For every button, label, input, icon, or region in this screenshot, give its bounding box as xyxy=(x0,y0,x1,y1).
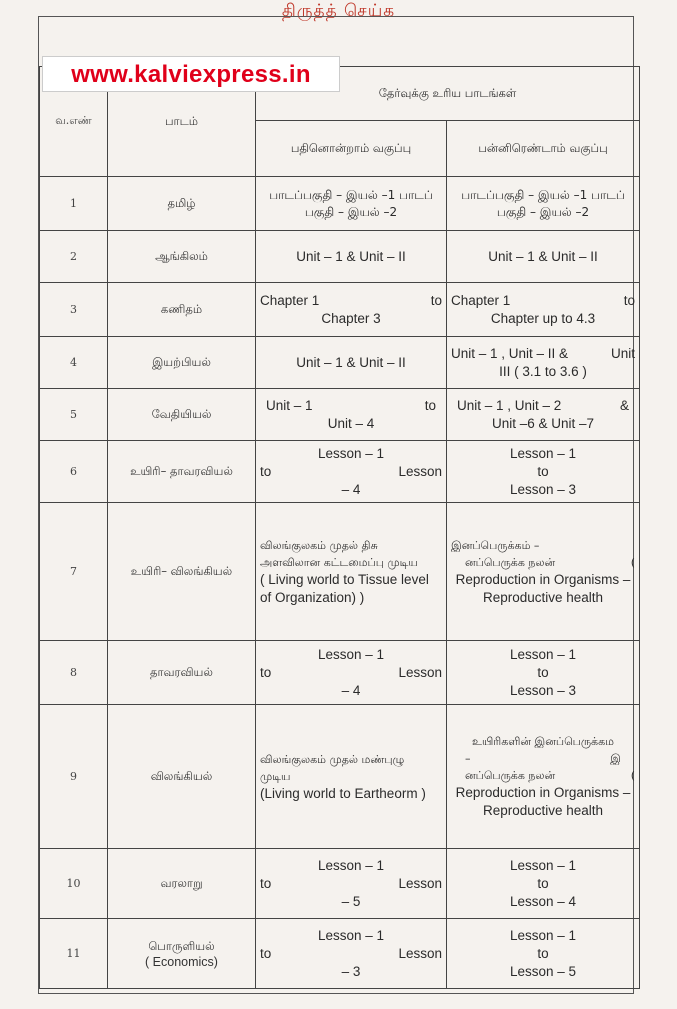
cell-text: Chapter 1 xyxy=(451,292,511,308)
cell-line xyxy=(260,292,442,310)
row-subject: ஆங்கிலம் xyxy=(108,231,256,283)
row-number: 8 xyxy=(40,641,108,705)
cell-line: – 4 xyxy=(341,682,361,698)
cell-line: Lesson – 1 xyxy=(509,445,577,461)
class-12-lessons xyxy=(447,177,640,231)
cell-line xyxy=(451,750,635,767)
page-heading: திருத்த் செய்க xyxy=(281,1,396,21)
cell-line: ( Living world to Tissue level xyxy=(260,571,429,587)
cell-line xyxy=(451,345,635,363)
cell-text: Unit – 1 , Unit – II & xyxy=(451,345,569,361)
row-subject: உயிரி– தாவரவியல் xyxy=(108,441,256,503)
class-12-lessons xyxy=(447,389,640,441)
cell-text: Lesson xyxy=(398,664,442,680)
cell-line: Reproduction in Organisms – xyxy=(455,785,631,800)
row-number: 1 xyxy=(40,177,108,231)
website-watermark: www.kalviexpress.in xyxy=(42,56,340,92)
header-subject: பாடம் xyxy=(108,67,256,177)
class-12-lessons xyxy=(447,705,640,849)
class-11-lessons xyxy=(256,441,447,503)
cell-line: Reproduction in Organisms – xyxy=(455,571,631,587)
cell-line: Unit –6 & Unit –7 xyxy=(491,415,595,431)
cell-line: உயிரிகளின் இனப்பெருக்கம xyxy=(472,735,614,748)
class-11-lessons xyxy=(256,641,447,705)
cell-line: Reproductive health xyxy=(482,589,604,605)
cell-line: Lesson – 1 xyxy=(509,857,577,873)
cell-line: Lesson – 1 xyxy=(317,445,385,461)
cell-text: to xyxy=(260,463,272,479)
row-subject: வேதியியல் xyxy=(108,389,256,441)
class-11-lessons xyxy=(256,503,447,641)
table-row xyxy=(40,231,640,283)
class-12-lessons xyxy=(447,849,640,919)
cell-text: Lesson xyxy=(398,875,442,891)
cell-text: ( xyxy=(630,769,635,782)
cell-line xyxy=(451,767,635,784)
cell-line: ( Economics) xyxy=(145,954,218,969)
class-12-lessons: Unit – 1 & Unit – II xyxy=(447,231,640,283)
header-serial-number: வ.எண் xyxy=(40,67,108,177)
cell-text: இ xyxy=(610,752,621,765)
class-11-lessons: Unit – 1 & Unit – II xyxy=(256,337,447,389)
syllabus-table xyxy=(39,66,640,989)
class-12-lessons xyxy=(447,441,640,503)
cell-line: பகுதி – இயல் –2 xyxy=(304,204,398,219)
cell-text: Unit – 1 , Unit – 2 xyxy=(457,397,562,413)
cell-line: Unit – 4 xyxy=(327,415,375,431)
cell-text: to xyxy=(260,664,272,680)
row-subject: தாவரவியல் xyxy=(108,641,256,705)
cell-line xyxy=(260,875,442,893)
cell-line: III ( 3.1 to 3.6 ) xyxy=(499,363,587,379)
cell-line xyxy=(260,463,442,481)
cell-line: to xyxy=(537,875,549,891)
table-row xyxy=(40,641,640,705)
class-11-lessons xyxy=(256,849,447,919)
cell-line xyxy=(260,664,442,682)
cell-line: இனப்பெருக்கம் – xyxy=(451,538,540,552)
cell-text: – xyxy=(465,752,471,765)
cell-line: – 5 xyxy=(341,893,361,909)
cell-text: Chapter 1 xyxy=(260,292,320,308)
cell-line: Chapter 3 xyxy=(321,310,381,326)
cell-line xyxy=(451,554,635,571)
class-11-lessons xyxy=(256,389,447,441)
cell-text: & xyxy=(619,397,629,413)
class-11-lessons: Unit – 1 & Unit – II xyxy=(256,231,447,283)
cell-line: Reproductive health xyxy=(482,803,604,818)
row-number: 9 xyxy=(40,705,108,849)
class-11-lessons xyxy=(256,177,447,231)
cell-line: Chapter up to 4.3 xyxy=(490,310,596,326)
row-subject: இயற்பியல் xyxy=(108,337,256,389)
table-row xyxy=(40,919,640,989)
cell-text: னப்பெருக்க நலன் xyxy=(465,555,556,569)
class-12-lessons xyxy=(447,503,640,641)
cell-text: Lesson xyxy=(398,463,442,479)
cell-line: Lesson – 1 xyxy=(317,646,385,662)
table-row xyxy=(40,389,640,441)
cell-line xyxy=(260,397,442,415)
cell-line: Lesson – 1 xyxy=(509,927,577,943)
cell-line xyxy=(260,945,442,963)
cell-line xyxy=(451,292,635,310)
row-subject: உயிரி– விலங்கியல் xyxy=(108,503,256,641)
row-number: 7 xyxy=(40,503,108,641)
cell-text: to xyxy=(623,292,635,308)
cell-line: Lesson – 4 xyxy=(509,893,577,909)
row-number: 5 xyxy=(40,389,108,441)
cell-line: (Living world to Eartheorm ) xyxy=(260,785,426,801)
row-subject xyxy=(108,919,256,989)
cell-text: Lesson xyxy=(398,945,442,961)
cell-line: Lesson – 3 xyxy=(509,481,577,497)
cell-line: – 4 xyxy=(341,481,361,497)
row-number: 3 xyxy=(40,283,108,337)
class-12-lessons xyxy=(447,337,640,389)
cell-line: to xyxy=(537,664,549,680)
row-subject: தமிழ் xyxy=(108,177,256,231)
class-12-lessons xyxy=(447,641,640,705)
class-11-lessons xyxy=(256,283,447,337)
row-number: 4 xyxy=(40,337,108,389)
class-11-lessons xyxy=(256,705,447,849)
cell-line: பாடப்பகுதி – இயல் –1 பாடப் xyxy=(461,187,625,202)
cell-line: – 3 xyxy=(341,963,361,979)
cell-text: to xyxy=(424,397,436,413)
cell-text: ( xyxy=(630,555,635,569)
cell-line: பாடப்பகுதி – இயல் –1 பாடப் xyxy=(269,187,433,202)
row-number: 11 xyxy=(40,919,108,989)
cell-line: to xyxy=(537,945,549,961)
cell-line: பகுதி – இயல் –2 xyxy=(496,204,590,219)
cell-line: of Organization) ) xyxy=(260,589,365,605)
header-class-11: பதினொன்றாம் வகுப்பு xyxy=(256,121,447,177)
cell-text: Unit xyxy=(610,345,635,361)
row-number: 10 xyxy=(40,849,108,919)
cell-line: விலங்குலகம் முதல் திசு xyxy=(260,538,378,552)
cell-text: to xyxy=(260,945,272,961)
table-row xyxy=(40,849,640,919)
row-number: 6 xyxy=(40,441,108,503)
table-row xyxy=(40,337,640,389)
cell-line: விலங்குலகம் முதல் மண்புழு xyxy=(260,752,405,766)
cell-text: to xyxy=(430,292,442,308)
row-subject: விலங்கியல் xyxy=(108,705,256,849)
cell-line: Lesson – 1 xyxy=(317,857,385,873)
table-row xyxy=(40,705,640,849)
class-12-lessons xyxy=(447,283,640,337)
header-exam-lessons: தேர்வுக்கு உரிய பாடங்கள் xyxy=(256,67,640,121)
row-subject: வரலாறு xyxy=(108,849,256,919)
cell-line: Lesson – 3 xyxy=(509,682,577,698)
cell-text: to xyxy=(260,875,272,891)
cell-text: னப்பெருக்க நலன் xyxy=(465,769,556,782)
row-subject: கணிதம் xyxy=(108,283,256,337)
cell-line xyxy=(451,397,635,415)
class-11-lessons xyxy=(256,919,447,989)
cell-line: முடிய xyxy=(260,769,291,783)
cell-line: Lesson – 1 xyxy=(317,927,385,943)
table-row xyxy=(40,503,640,641)
table-row xyxy=(40,283,640,337)
cell-line: Lesson – 5 xyxy=(509,963,577,979)
table-row xyxy=(40,177,640,231)
class-12-lessons xyxy=(447,919,640,989)
cell-line: Lesson – 1 xyxy=(509,646,577,662)
cell-line: to xyxy=(537,463,549,479)
cell-line: அளவிலான கட்டமைப்பு முடிய xyxy=(260,555,418,569)
header-class-12: பன்னிரெண்டாம் வகுப்பு xyxy=(447,121,640,177)
cell-text: Unit – 1 xyxy=(266,397,313,413)
cell-line: பொருளியல் xyxy=(148,938,215,953)
table-row xyxy=(40,441,640,503)
row-number: 2 xyxy=(40,231,108,283)
